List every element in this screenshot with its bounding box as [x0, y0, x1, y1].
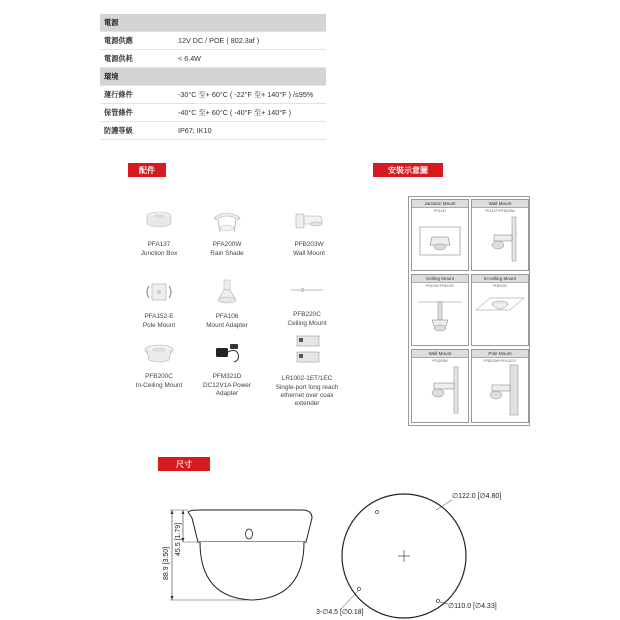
install-cell-sub: PFA137 [433, 209, 447, 213]
install-cell [471, 274, 529, 346]
install-cell-sub: PFA137+PFB203W [485, 209, 515, 213]
spec-key: 電源供應 [100, 32, 174, 50]
spec-key: 保管條件 [100, 104, 174, 122]
wall-mount-illustration [472, 213, 528, 267]
in-ceiling-mount-image [142, 340, 176, 366]
accessory-item [196, 340, 258, 398]
accessory-item [276, 282, 338, 328]
spec-section-row [100, 68, 326, 86]
spec-key: 防護等級 [100, 122, 174, 140]
spec-value: 12V DC / POE ( 802.3af ) [174, 32, 326, 50]
accessory-code: LR1002-1ET/1EC [281, 375, 333, 383]
ceiling-mount-illustration [412, 288, 468, 342]
dimensions-header: 尺寸 [158, 457, 210, 471]
spec-value: < 6.4W [174, 50, 326, 68]
junction-box-image [144, 208, 174, 234]
ceiling-mount-image [287, 282, 327, 304]
wall-mount-image [292, 208, 326, 234]
install-cell-title: In-ceiling Mount [472, 275, 528, 283]
wall-mount-illustration-2 [412, 363, 468, 419]
install-cell [411, 349, 469, 423]
spec-row [100, 86, 326, 104]
install-cell-sub: PFB200C [492, 284, 508, 288]
accessory-desc: Junction Box [140, 249, 178, 257]
spec-table [100, 14, 326, 140]
spec-value: IP67; IK10 [174, 122, 326, 140]
accessories-header: 配件 [128, 163, 166, 177]
side-view [170, 510, 312, 600]
dimension-drawing [0, 460, 620, 620]
rain-shade-image [210, 208, 244, 234]
spec-row [100, 50, 326, 68]
accessory-code: PFB220C [293, 311, 321, 319]
accessory-item [278, 208, 340, 258]
dim-holes: 3-∅4.5 [∅0.18] [316, 609, 364, 616]
accessory-desc: DC12V1A Power Adapter [203, 381, 251, 397]
power-adapter-image [210, 340, 244, 366]
spec-value: -30°C 至+ 60°C ( -22°F 至+ 140°F ) /≤95% [174, 86, 326, 104]
coax-extender-image [287, 334, 327, 368]
install-cell [471, 349, 529, 423]
accessory-desc: Ceiling Mount [287, 319, 327, 327]
accessory-item [274, 334, 340, 409]
in-ceiling-mount-illustration [472, 288, 528, 342]
accessory-code: PFA152-E [144, 313, 174, 321]
dim-inner-diameter: ∅110.0 [∅4.33] [448, 603, 497, 610]
spec-row [100, 104, 326, 122]
spec-section-row [100, 14, 326, 32]
accessory-desc: Pole Mount [142, 321, 176, 329]
install-cell-sub: PFB203W [432, 359, 448, 363]
dim-top-height: 45.5 [1.79] [175, 522, 182, 556]
accessory-desc: In-Ceiling Mount [135, 381, 183, 389]
accessory-code: PFB203W [294, 241, 324, 249]
dim-total-height: 88.9 [3.50] [163, 546, 170, 580]
install-cell [411, 199, 469, 271]
spec-row [100, 32, 326, 50]
spec-key: 電源供耗 [100, 50, 174, 68]
accessory-item [128, 278, 190, 330]
spec-row [100, 122, 326, 140]
install-cell-title: Ceiling Mount [412, 275, 468, 283]
pole-mount-image [143, 278, 175, 306]
accessory-desc: Mount Adapter [206, 321, 248, 329]
install-cell-title: Wall Mount [412, 350, 468, 358]
top-view [340, 494, 466, 618]
spec-key: 運行條件 [100, 86, 174, 104]
spec-section-label: 電源 [100, 14, 326, 32]
accessory-desc: Wall Mount [293, 249, 325, 257]
installation-diagram [408, 196, 530, 426]
accessory-item [196, 278, 258, 330]
installation-header: 安裝示意圖 [373, 163, 443, 177]
accessory-item [128, 208, 190, 258]
install-cell-title: Wall Mount [472, 200, 528, 208]
accessory-code: PFA106 [215, 313, 239, 321]
accessory-code: PFB200C [145, 373, 173, 381]
spec-section-label: 環境 [100, 68, 326, 86]
accessory-code: PFM321D [212, 373, 242, 381]
install-cell-title: Junction Mount [412, 200, 468, 208]
junction-mount-illustration [412, 213, 468, 267]
accessory-desc: Rain Shade [210, 249, 244, 257]
spec-value: -40°C 至+ 60°C ( -40°F 至+ 140°F ) [174, 104, 326, 122]
accessory-code: PFA200W [212, 241, 242, 249]
install-cell-title: Pole Mount [472, 350, 528, 358]
install-cell-sub: PFA106+PFB220C [425, 284, 455, 288]
accessory-code: PFA137 [147, 241, 171, 249]
accessory-item [196, 208, 258, 258]
accessory-item [128, 340, 190, 390]
install-cell [471, 199, 529, 271]
install-cell-sub: PFB203W+PFA152-E [483, 359, 517, 363]
dim-outer-diameter: ∅122.0 [∅4.80] [452, 493, 502, 500]
accessory-desc: Single-port long reach ethernet over coax extender [275, 383, 339, 408]
mount-adapter-image [212, 278, 242, 306]
install-cell [411, 274, 469, 346]
pole-mount-illustration [472, 363, 528, 419]
